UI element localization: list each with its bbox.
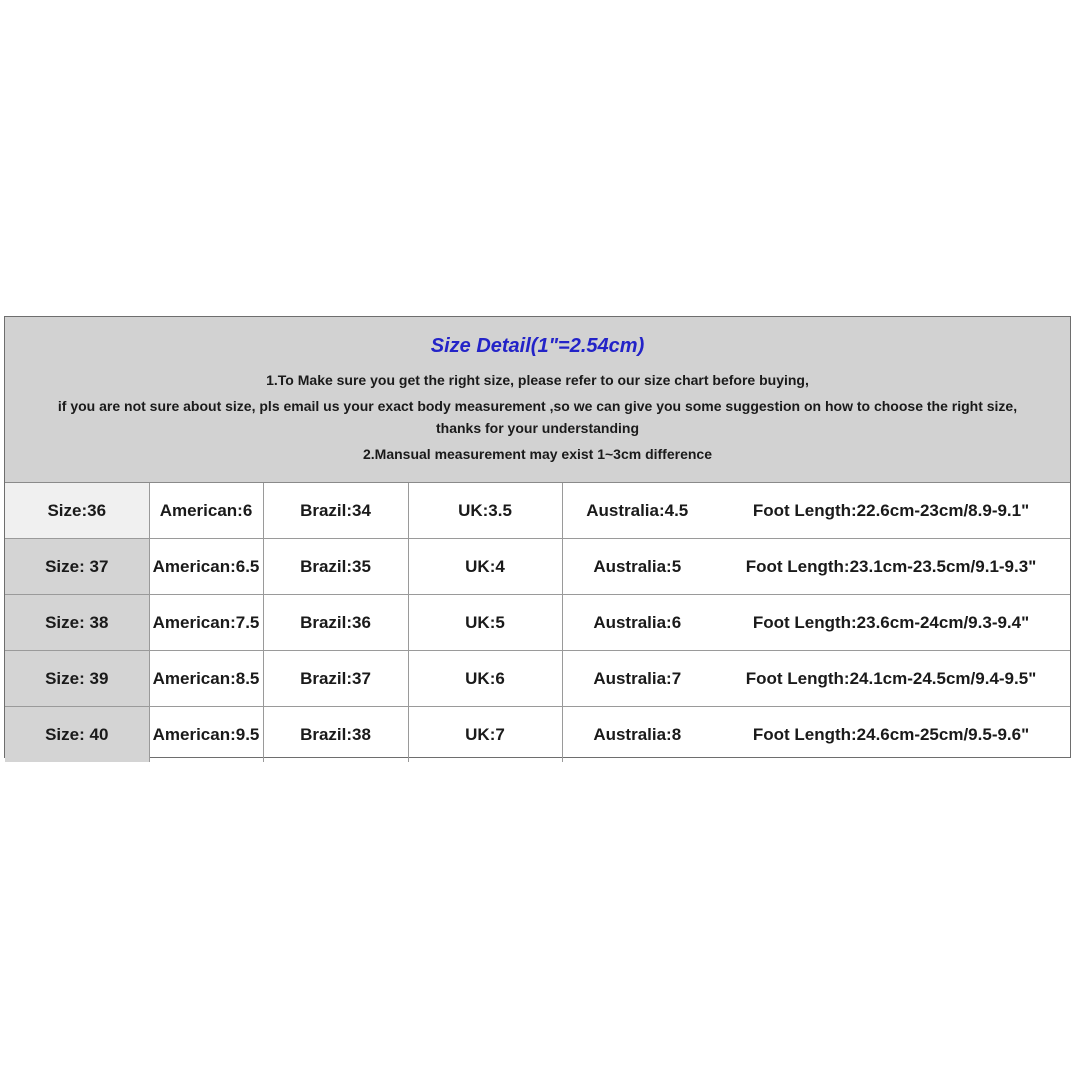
uk-cell: UK:7 xyxy=(408,707,562,763)
brazil-cell: Brazil:34 xyxy=(263,483,408,539)
note-line-2: if you are not sure about size, pls email us your exact body measurement ,so we can give you some suggestion on how to choose the right size, xyxy=(57,398,1018,414)
american-cell: American:6 xyxy=(149,483,263,539)
size-table xyxy=(5,483,1070,762)
note-line-1: 1.To Make sure you get the right size, please refer to our size chart before buying, xyxy=(266,372,809,388)
australia-cell: Australia:4.5 xyxy=(562,483,712,539)
brazil-cell: Brazil:35 xyxy=(263,539,408,595)
size-cell: Size: 38 xyxy=(5,595,149,651)
australia-cell: Australia:6 xyxy=(562,595,712,651)
brazil-cell: Brazil:36 xyxy=(263,595,408,651)
australia-cell: Australia:8 xyxy=(593,724,682,744)
size-chart-header xyxy=(5,317,1070,483)
australia-cell: Australia:7 xyxy=(562,651,712,707)
uk-cell: UK:5 xyxy=(408,595,562,651)
american-cell: American:9.5 xyxy=(149,707,263,763)
table-row xyxy=(5,651,1070,707)
table-row xyxy=(5,539,1070,595)
size-cell: Size:36 xyxy=(5,483,149,539)
table-row xyxy=(5,595,1070,651)
size-chart xyxy=(4,316,1071,758)
size-cell: Size: 37 xyxy=(5,539,149,595)
uk-cell: UK:3.5 xyxy=(408,483,562,539)
note-line-4: 2.Mansual measurement may exist 1~3cm difference xyxy=(362,446,712,462)
size-cell: Size: 39 xyxy=(5,651,149,707)
size-cell: Size: 40 xyxy=(5,707,149,763)
american-cell: American:6.5 xyxy=(149,539,263,595)
american-cell: American:7.5 xyxy=(149,595,263,651)
foot-length-cell: Foot Length:22.6cm-23cm/8.9-9.1" xyxy=(712,483,1070,539)
foot-length-cell: Foot Length:24.1cm-24.5cm/9.4-9.5" xyxy=(712,651,1070,707)
foot-length-cell: Foot Length:23.6cm-24cm/9.3-9.4" xyxy=(712,595,1070,651)
foot-length-cell: Foot Length:24.6cm-25cm/9.5-9.6" xyxy=(752,724,1030,744)
size-chart-title: Size Detail(1"=2.54cm) xyxy=(430,335,645,357)
foot-length-cell: Foot Length:23.1cm-23.5cm/9.1-9.3" xyxy=(712,539,1070,595)
brazil-cell: Brazil:37 xyxy=(263,651,408,707)
note-line-3: thanks for your understanding xyxy=(435,420,639,436)
american-cell: American:8.5 xyxy=(149,651,263,707)
australia-cell: Australia:5 xyxy=(562,539,712,595)
table-row xyxy=(5,483,1070,539)
table-row xyxy=(5,707,1070,763)
uk-cell: UK:6 xyxy=(408,651,562,707)
brazil-cell: Brazil:38 xyxy=(263,707,408,763)
uk-cell: UK:4 xyxy=(408,539,562,595)
